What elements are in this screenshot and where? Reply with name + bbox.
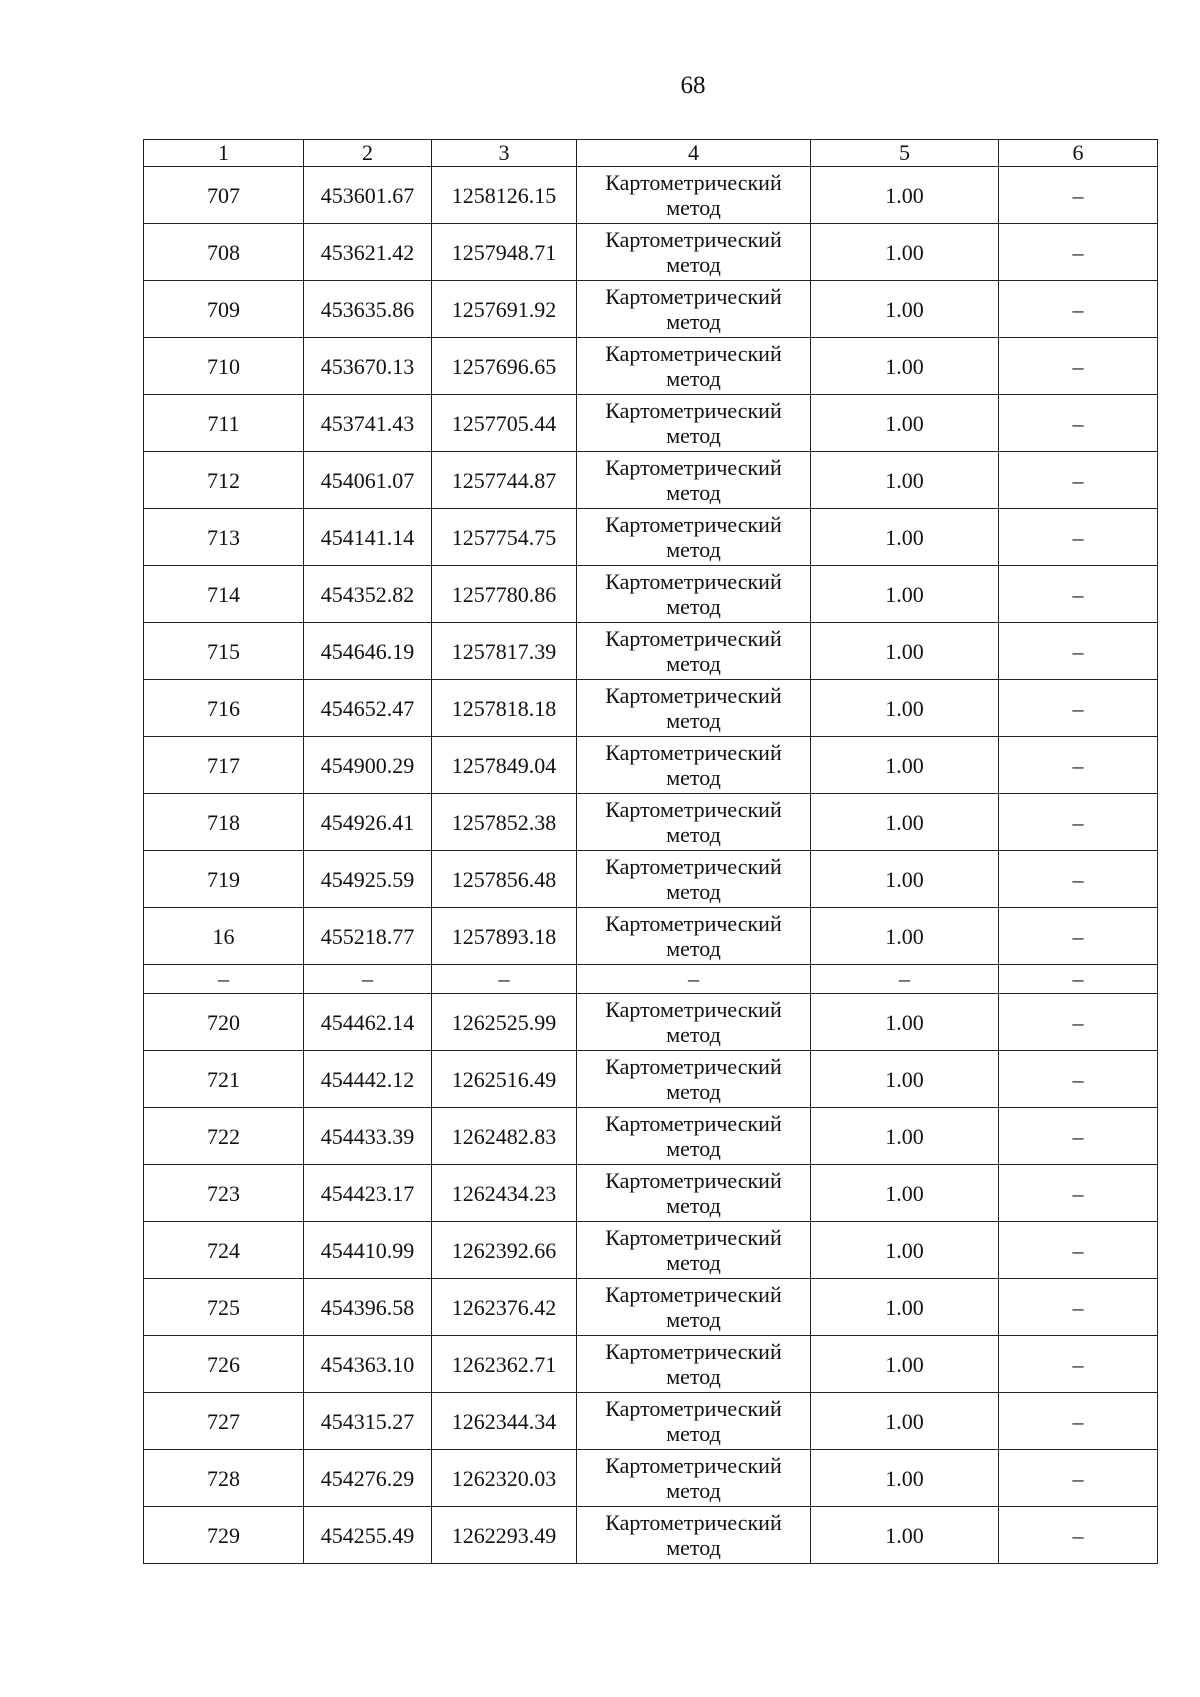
table-row	[144, 908, 1158, 965]
description-cell: –	[999, 1507, 1158, 1564]
y-coordinate-cell: 1262434.23	[432, 1165, 577, 1222]
y-coordinate-cell: 1257818.18	[432, 680, 577, 737]
point-number-cell: 714	[144, 566, 304, 623]
description-cell: –	[999, 994, 1158, 1051]
x-coordinate-cell: 454646.19	[304, 623, 432, 680]
table-row	[144, 737, 1158, 794]
y-coordinate-cell: 1262516.49	[432, 1051, 577, 1108]
description-cell: –	[999, 224, 1158, 281]
accuracy-cell: 1.00	[811, 1051, 999, 1108]
y-coordinate-cell: 1257849.04	[432, 737, 577, 794]
x-coordinate-cell: 454363.10	[304, 1336, 432, 1393]
y-coordinate-cell: 1257948.71	[432, 224, 577, 281]
point-number-cell: 710	[144, 338, 304, 395]
method-cell: Картометрический метод	[577, 1222, 811, 1279]
description-cell: –	[999, 1051, 1158, 1108]
point-number-cell: 723	[144, 1165, 304, 1222]
method-cell: Картометрический метод	[577, 395, 811, 452]
y-coordinate-cell: 1262320.03	[432, 1450, 577, 1507]
table-row	[144, 1108, 1158, 1165]
point-number-cell: 709	[144, 281, 304, 338]
y-coordinate-cell: 1257856.48	[432, 851, 577, 908]
x-coordinate-cell: 454652.47	[304, 680, 432, 737]
accuracy-cell: 1.00	[811, 1393, 999, 1450]
point-number-cell: 707	[144, 167, 304, 224]
column-header: 2	[304, 140, 432, 167]
method-cell: Картометрический метод	[577, 737, 811, 794]
accuracy-cell: 1.00	[811, 224, 999, 281]
description-cell: –	[999, 680, 1158, 737]
column-header: 6	[999, 140, 1158, 167]
description-cell: –	[999, 338, 1158, 395]
accuracy-cell: 1.00	[811, 566, 999, 623]
x-coordinate-cell: 453621.42	[304, 224, 432, 281]
x-coordinate-cell: 454925.59	[304, 851, 432, 908]
x-coordinate-cell: 455218.77	[304, 908, 432, 965]
y-coordinate-cell: 1262344.34	[432, 1393, 577, 1450]
accuracy-cell: 1.00	[811, 338, 999, 395]
accuracy-cell: 1.00	[811, 1108, 999, 1165]
table-row	[144, 1450, 1158, 1507]
table-row	[144, 167, 1158, 224]
description-cell: –	[999, 1336, 1158, 1393]
x-coordinate-cell: 453741.43	[304, 395, 432, 452]
accuracy-cell: 1.00	[811, 908, 999, 965]
point-number-cell: 712	[144, 452, 304, 509]
description-cell: –	[999, 737, 1158, 794]
y-coordinate-cell: 1257744.87	[432, 452, 577, 509]
point-number-cell: 727	[144, 1393, 304, 1450]
x-coordinate-cell: 454315.27	[304, 1393, 432, 1450]
y-coordinate-cell: 1258126.15	[432, 167, 577, 224]
x-coordinate-cell: 453670.13	[304, 338, 432, 395]
table-row	[144, 395, 1158, 452]
method-cell: Картометрический метод	[577, 1336, 811, 1393]
method-cell: Картометрический метод	[577, 1051, 811, 1108]
table-row	[144, 1336, 1158, 1393]
method-cell: Картометрический метод	[577, 994, 811, 1051]
table-row	[144, 1393, 1158, 1450]
point-number-cell: 728	[144, 1450, 304, 1507]
y-coordinate-cell: 1262293.49	[432, 1507, 577, 1564]
description-cell: –	[999, 1108, 1158, 1165]
table-row	[144, 224, 1158, 281]
point-number-cell: 711	[144, 395, 304, 452]
table-row	[144, 566, 1158, 623]
y-coordinate-cell: 1257852.38	[432, 794, 577, 851]
x-coordinate-cell: 454141.14	[304, 509, 432, 566]
accuracy-cell: 1.00	[811, 1279, 999, 1336]
x-coordinate-cell: 454900.29	[304, 737, 432, 794]
point-number-cell: 719	[144, 851, 304, 908]
column-header: 3	[432, 140, 577, 167]
accuracy-cell: 1.00	[811, 737, 999, 794]
table-row	[144, 281, 1158, 338]
point-number-cell: 717	[144, 737, 304, 794]
table-row	[144, 680, 1158, 737]
y-coordinate-cell: 1262482.83	[432, 1108, 577, 1165]
x-coordinate-cell: 453601.67	[304, 167, 432, 224]
method-cell: Картометрический метод	[577, 680, 811, 737]
column-header: 1	[144, 140, 304, 167]
point-number-cell: 721	[144, 1051, 304, 1108]
x-coordinate-cell: 454276.29	[304, 1450, 432, 1507]
description-cell: –	[999, 1279, 1158, 1336]
description-cell: –	[999, 395, 1158, 452]
description-cell: –	[999, 1165, 1158, 1222]
method-cell: Картометрический метод	[577, 452, 811, 509]
page-number: 68	[680, 72, 706, 99]
y-coordinate-cell: 1257780.86	[432, 566, 577, 623]
table-row	[144, 1222, 1158, 1279]
table-header	[144, 140, 1158, 167]
point-number-cell: 716	[144, 680, 304, 737]
point-number-cell: 713	[144, 509, 304, 566]
y-coordinate-cell: 1262392.66	[432, 1222, 577, 1279]
coordinates-table	[143, 139, 1158, 1564]
x-coordinate-cell: 454442.12	[304, 1051, 432, 1108]
separator-row	[144, 965, 1158, 994]
method-cell: Картометрический метод	[577, 338, 811, 395]
accuracy-cell: –	[811, 965, 999, 994]
accuracy-cell: 1.00	[811, 1507, 999, 1564]
x-coordinate-cell: –	[304, 965, 432, 994]
x-coordinate-cell: 454061.07	[304, 452, 432, 509]
description-cell: –	[999, 1222, 1158, 1279]
method-cell: Картометрический метод	[577, 1393, 811, 1450]
x-coordinate-cell: 454396.58	[304, 1279, 432, 1336]
x-coordinate-cell: 454255.49	[304, 1507, 432, 1564]
accuracy-cell: 1.00	[811, 794, 999, 851]
accuracy-cell: 1.00	[811, 1222, 999, 1279]
method-cell: Картометрический метод	[577, 281, 811, 338]
table-row	[144, 794, 1158, 851]
accuracy-cell: 1.00	[811, 452, 999, 509]
accuracy-cell: 1.00	[811, 509, 999, 566]
y-coordinate-cell: 1257754.75	[432, 509, 577, 566]
y-coordinate-cell: 1257691.92	[432, 281, 577, 338]
y-coordinate-cell: 1262525.99	[432, 994, 577, 1051]
description-cell: –	[999, 452, 1158, 509]
x-coordinate-cell: 454352.82	[304, 566, 432, 623]
description-cell: –	[999, 509, 1158, 566]
description-cell: –	[999, 908, 1158, 965]
point-number-cell: 725	[144, 1279, 304, 1336]
table-row	[144, 1051, 1158, 1108]
table-row	[144, 452, 1158, 509]
table-row	[144, 994, 1158, 1051]
accuracy-cell: 1.00	[811, 994, 999, 1051]
method-cell: Картометрический метод	[577, 566, 811, 623]
table-row	[144, 1507, 1158, 1564]
description-cell: –	[999, 1450, 1158, 1507]
method-cell: Картометрический метод	[577, 224, 811, 281]
point-number-cell: 722	[144, 1108, 304, 1165]
y-coordinate-cell: 1262376.42	[432, 1279, 577, 1336]
table-row	[144, 338, 1158, 395]
table-row	[144, 1279, 1158, 1336]
method-cell: Картометрический метод	[577, 1165, 811, 1222]
method-cell: Картометрический метод	[577, 794, 811, 851]
column-header: 5	[811, 140, 999, 167]
y-coordinate-cell: 1257893.18	[432, 908, 577, 965]
y-coordinate-cell: 1262362.71	[432, 1336, 577, 1393]
method-cell: Картометрический метод	[577, 167, 811, 224]
x-coordinate-cell: 454410.99	[304, 1222, 432, 1279]
description-cell: –	[999, 167, 1158, 224]
point-number-cell: 715	[144, 623, 304, 680]
table-body	[144, 167, 1158, 1564]
method-cell: Картометрический метод	[577, 908, 811, 965]
accuracy-cell: 1.00	[811, 680, 999, 737]
method-cell: –	[577, 965, 811, 994]
description-cell: –	[999, 851, 1158, 908]
point-number-cell: 708	[144, 224, 304, 281]
header-row	[144, 140, 1158, 167]
point-number-cell: 729	[144, 1507, 304, 1564]
y-coordinate-cell: 1257817.39	[432, 623, 577, 680]
description-cell: –	[999, 965, 1158, 994]
x-coordinate-cell: 454433.39	[304, 1108, 432, 1165]
description-cell: –	[999, 566, 1158, 623]
point-number-cell: 726	[144, 1336, 304, 1393]
method-cell: Картометрический метод	[577, 623, 811, 680]
description-cell: –	[999, 281, 1158, 338]
accuracy-cell: 1.00	[811, 1336, 999, 1393]
column-header: 4	[577, 140, 811, 167]
method-cell: Картометрический метод	[577, 1279, 811, 1336]
method-cell: Картометрический метод	[577, 1507, 811, 1564]
point-number-cell: 718	[144, 794, 304, 851]
point-number-cell: –	[144, 965, 304, 994]
table-row	[144, 623, 1158, 680]
x-coordinate-cell: 454926.41	[304, 794, 432, 851]
point-number-cell: 724	[144, 1222, 304, 1279]
accuracy-cell: 1.00	[811, 167, 999, 224]
accuracy-cell: 1.00	[811, 1165, 999, 1222]
y-coordinate-cell: –	[432, 965, 577, 994]
description-cell: –	[999, 1393, 1158, 1450]
accuracy-cell: 1.00	[811, 623, 999, 680]
accuracy-cell: 1.00	[811, 281, 999, 338]
accuracy-cell: 1.00	[811, 851, 999, 908]
y-coordinate-cell: 1257705.44	[432, 395, 577, 452]
table-row	[144, 509, 1158, 566]
table-row	[144, 851, 1158, 908]
point-number-cell: 720	[144, 994, 304, 1051]
description-cell: –	[999, 794, 1158, 851]
method-cell: Картометрический метод	[577, 509, 811, 566]
x-coordinate-cell: 454423.17	[304, 1165, 432, 1222]
x-coordinate-cell: 454462.14	[304, 994, 432, 1051]
table-row	[144, 1165, 1158, 1222]
method-cell: Картометрический метод	[577, 1450, 811, 1507]
accuracy-cell: 1.00	[811, 1450, 999, 1507]
accuracy-cell: 1.00	[811, 395, 999, 452]
description-cell: –	[999, 623, 1158, 680]
method-cell: Картометрический метод	[577, 851, 811, 908]
method-cell: Картометрический метод	[577, 1108, 811, 1165]
x-coordinate-cell: 453635.86	[304, 281, 432, 338]
y-coordinate-cell: 1257696.65	[432, 338, 577, 395]
point-number-cell: 16	[144, 908, 304, 965]
